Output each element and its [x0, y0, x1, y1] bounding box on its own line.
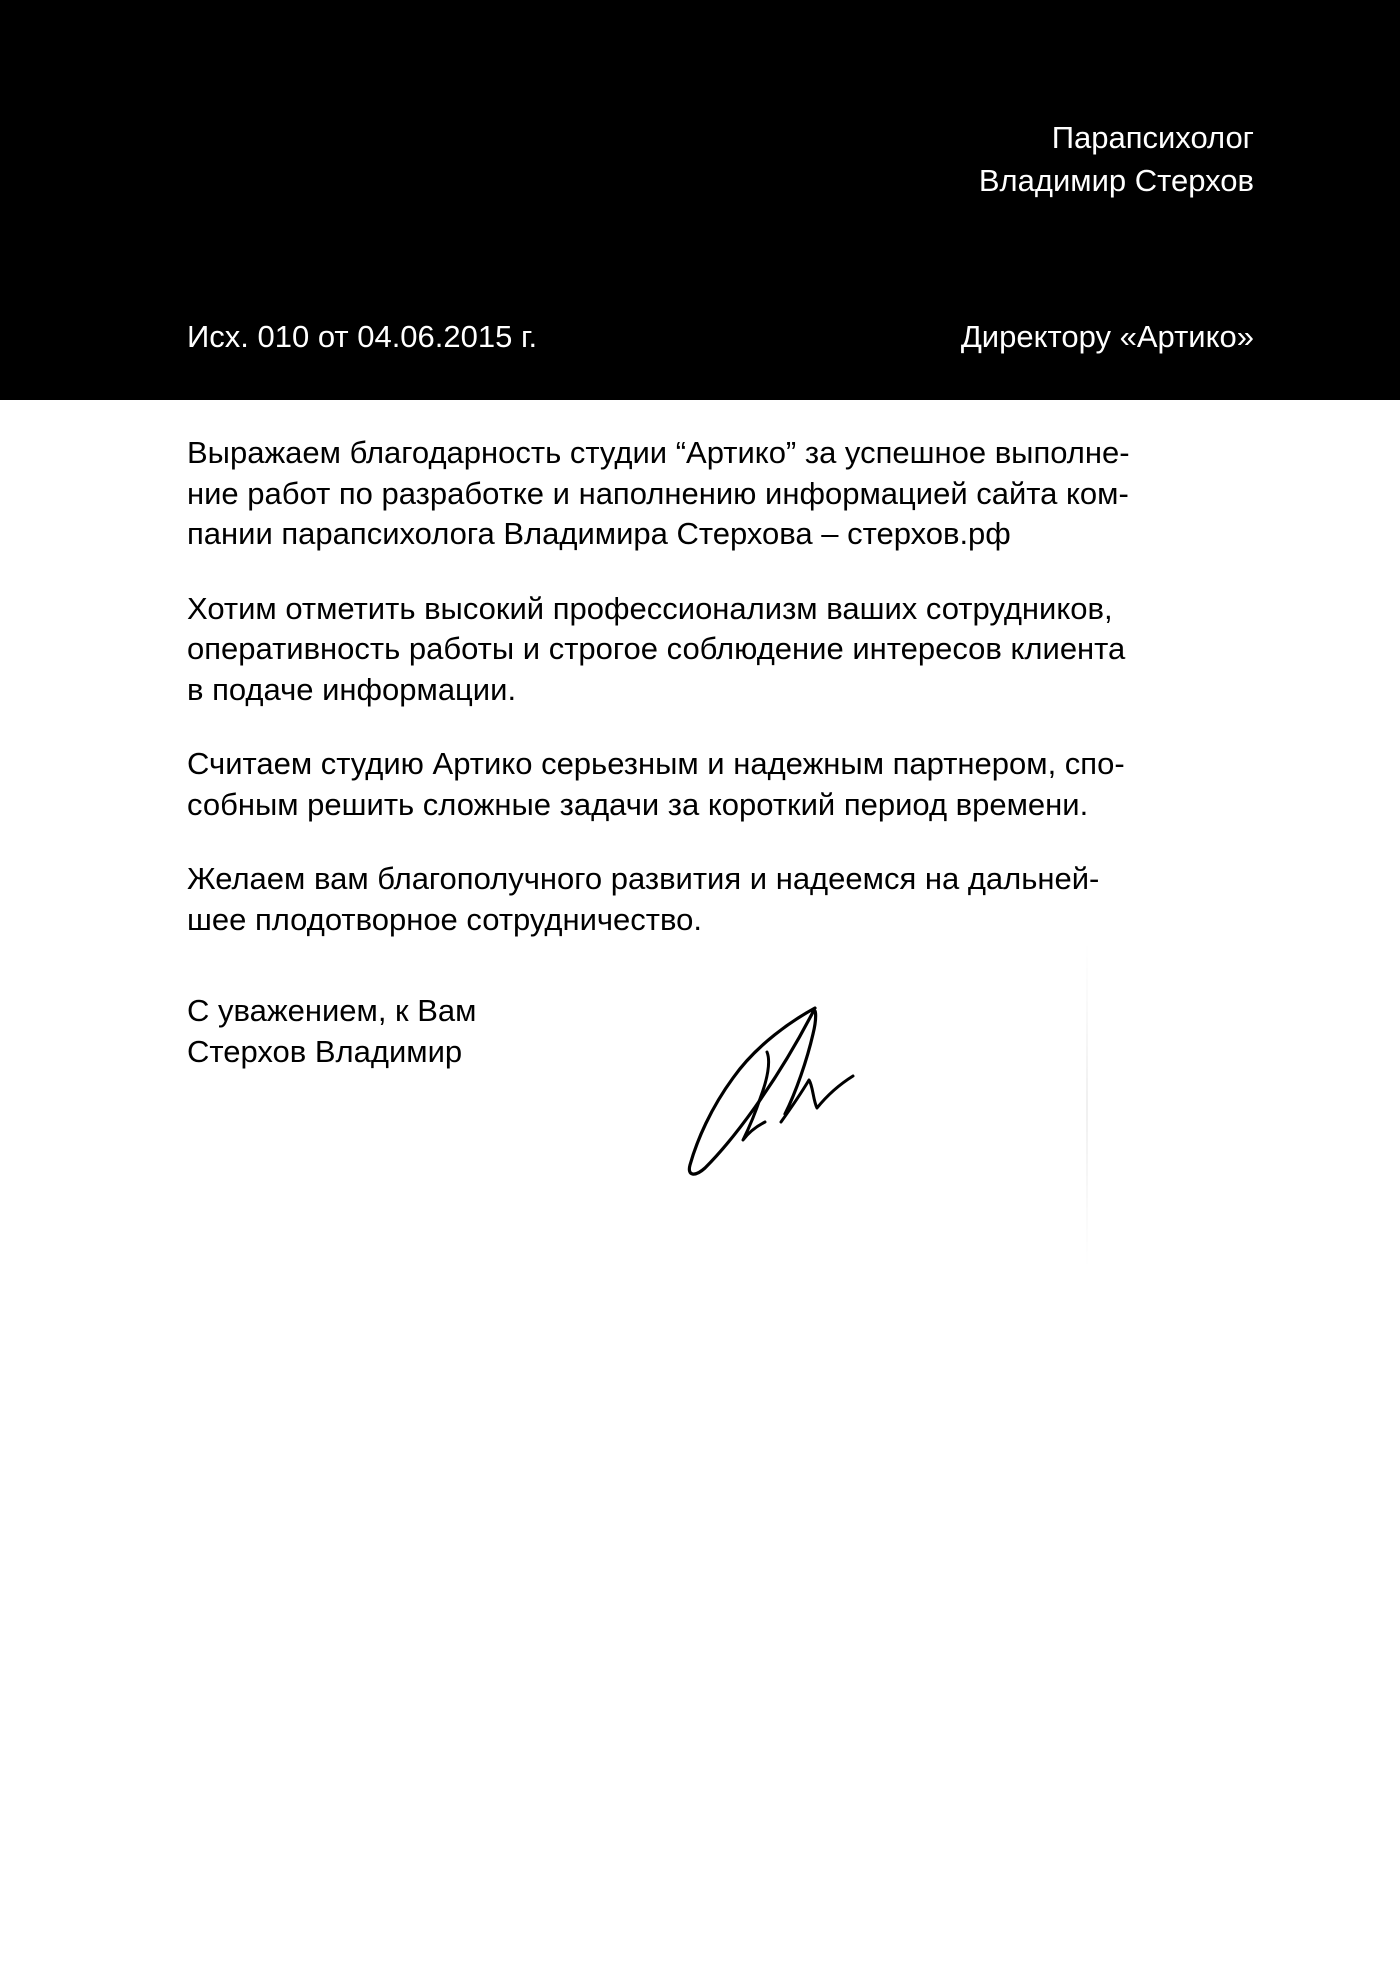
paragraph-professionalism	[187, 589, 1267, 711]
closing-block	[187, 991, 476, 1072]
paragraph-line: ние работ по разработке и наполнению информацией сайта ком-	[187, 475, 1129, 511]
addressee: Директору «Артико»	[960, 319, 1254, 354]
handwritten-signature	[675, 990, 895, 1190]
sender-title: Парапсихолог	[1051, 120, 1254, 155]
paragraph-line: Хотим отметить высокий профессионализм ваших сотрудников,	[187, 590, 1113, 626]
paragraph-line: Считаем студию Артико серьезным и надежным партнером, спо-	[187, 746, 1125, 781]
paragraph-wishes	[187, 859, 1267, 940]
paragraph-line: шее плодотворное сотрудничество.	[187, 901, 702, 937]
signature-main-loop	[689, 1008, 815, 1174]
sender-block	[979, 116, 1254, 202]
letter-body	[187, 433, 1267, 974]
outgoing-reference: Исх. 010 от 04.06.2015 г.	[187, 319, 538, 354]
sender-name: Владимир Стерхов	[978, 163, 1254, 198]
scan-fold-line	[1086, 940, 1088, 1270]
paragraph-gratitude	[187, 433, 1267, 555]
paragraph-line: оперативность работы и строгое соблюдение интересов клиента	[187, 631, 1126, 666]
paragraph-line: собным решить сложные задачи за короткий период времени.	[187, 786, 1089, 822]
paragraph-line: Желаем вам благополучного развития и надеемся на дальней-	[187, 861, 1100, 896]
paragraph-partner	[187, 744, 1267, 825]
closing-salutation: С уважением, к Вам	[187, 993, 477, 1028]
paragraph-line: в подаче информации.	[187, 671, 517, 707]
paragraph-line: пании парапсихолога Владимира Стерхова – стерхов.рф	[187, 516, 1011, 551]
letterhead-banner	[0, 0, 1400, 400]
signer-name: Стерхов Владимир	[187, 1033, 463, 1069]
paragraph-line: Выражаем благодарность студии “Артико” за успешное выполне-	[187, 435, 1130, 470]
